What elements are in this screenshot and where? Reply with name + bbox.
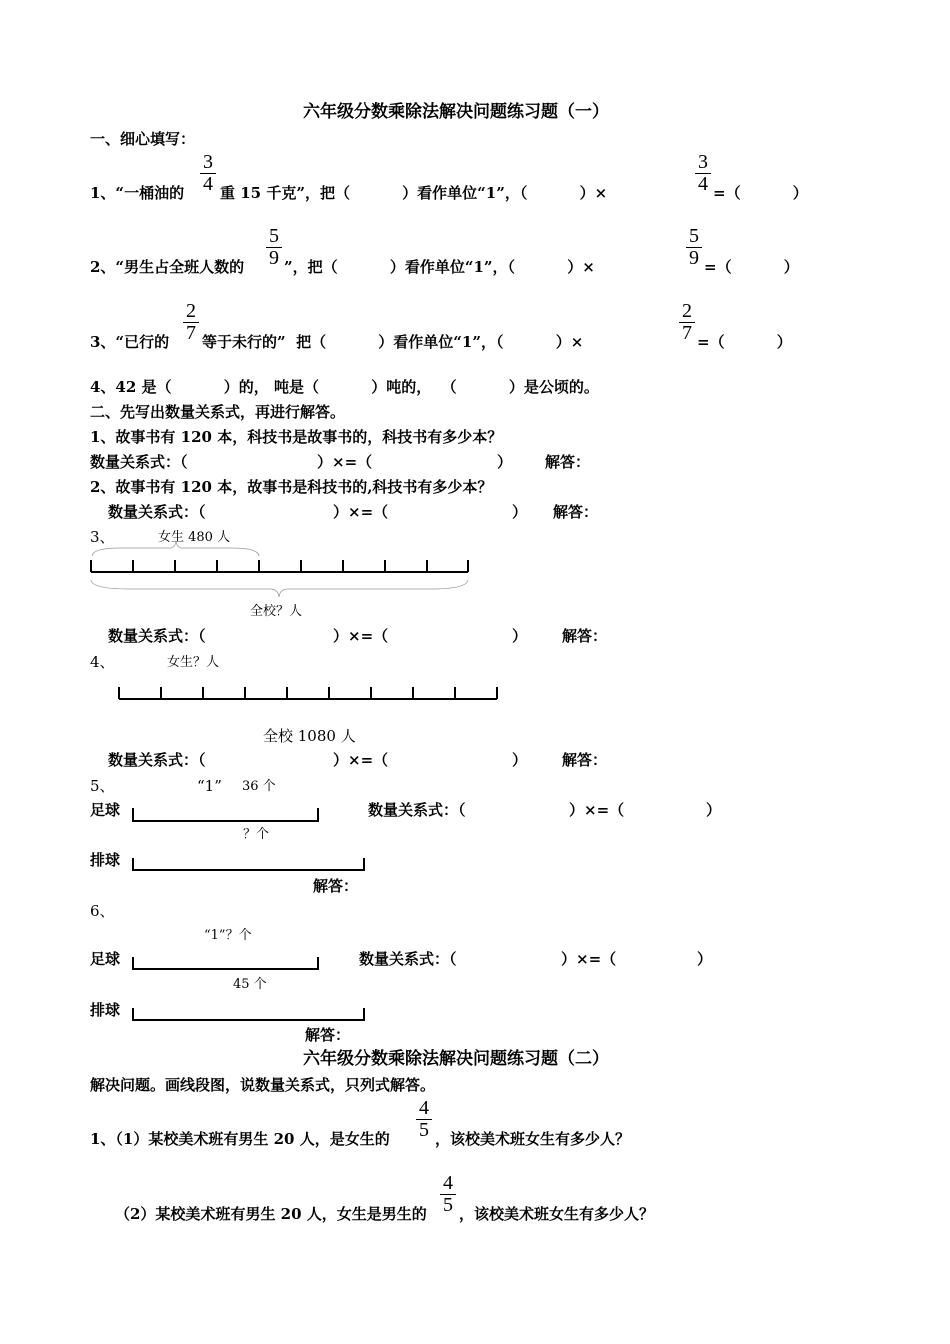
q6-soccer-segment [133,957,318,969]
s2-q4-relation-times: ）×=（ [333,751,389,769]
s2-q1-text: 1、故事书有 120 本，科技书是故事书的，科技书有多少本？ [90,428,503,446]
s2-q6-number: 6、 [90,902,115,920]
q1-end: =（ ） [713,184,808,202]
q2-end: =（ ） [704,258,799,276]
p2-q1-text: 1、（1）某校美术班有男生 20 人，是女生的 [90,1130,390,1148]
s2-q6-answer-label: 解答： [305,1026,351,1044]
q3-segment-ticks [91,560,468,572]
s2-q2-answer-label: 解答： [553,503,599,521]
s2-q4-bottom-label: 全校 1080 人 [263,727,356,745]
s2-q5-soccer-label: 足球 [90,801,121,819]
s2-q6-soccer-label: 足球 [90,950,121,968]
q1-prefix: 1、“一桶油的 [90,184,185,202]
s2-q2-relation-label: 数量关系式：（ [108,503,206,521]
s2-q4-number: 4、 [90,653,115,671]
s2-q1-relation-label: 数量关系式：（ [90,453,188,471]
s2-q2-relation-close: ） [512,503,528,521]
s2-q4-relation-label: 数量关系式：（ [108,751,206,769]
s2-q3-bottom-label: 全校？人 [250,604,303,619]
s2-q6-relation-label: 数量关系式：（ [359,950,457,968]
s2-q6-count: 45 个 [233,977,267,992]
s2-q3-relation-label: 数量关系式：（ [108,627,206,645]
p2-q2-end: ，该校美术班女生有多少人？ [459,1205,655,1223]
s2-q3-answer-label: 解答： [562,627,608,645]
s2-q6-relation-times: ）×=（ [561,950,617,968]
q5-volleyball-segment [133,858,364,870]
section-3-heading: 解决问题。画线段图，说数量关系式，只列式解答。 [90,1076,436,1094]
s2-q6-top-label: “1”？个 [204,928,252,943]
s2-q5-volleyball-label: 排球 [90,851,121,869]
fraction-q3b: $\frac{2}{7}$ [679,301,695,343]
q3-suffix: 等于未行的” 把（ ）看作单位“1”，（ ）× [202,333,584,351]
s2-q5-relation-close: ） [706,801,722,819]
fraction-q1b: $\frac{3}{4}$ [695,152,711,194]
s2-q5-answer-label: 解答： [313,877,359,895]
s2-q5-number: 5、 [90,777,115,795]
q1-suffix: 重 15 千克”，把（ ）看作单位“1”，（ ）× [220,184,608,202]
fraction-q3a: $\frac{2}{7}$ [183,301,199,343]
s2-q4-top-label: 女生？人 [167,655,220,670]
fraction-p1: $\frac{4}{5}$ [416,1098,432,1140]
q3-bottom-brace [91,580,468,597]
s2-q5-unit-one: “1” [197,777,222,795]
s2-q5-relation-times: ）×=（ [569,801,625,819]
s2-q5-relation-label: 数量关系式：（ [368,801,466,819]
s2-q3-top-label: 女生 480 人 [158,530,231,545]
p2-q2-text: （2）某校美术班有男生 20 人，女生是男生的 [115,1205,427,1223]
page-title-1: 六年级分数乘除法解决问题练习题（一） [303,102,609,122]
q4-text: 4、42 是（ ）的， 吨是（ ）吨的， （ ）是公顷的。 [90,378,599,396]
fraction-q2a: $\frac{5}{9}$ [266,226,282,268]
s2-q5-question: ？个 [243,827,270,842]
p2-q1-end: ，该校美术班女生有多少人？ [435,1130,631,1148]
s2-q1-relation-close: ） [497,453,513,471]
q3-end: =（ ） [697,333,792,351]
s2-q3-relation-times: ）×=（ [333,627,389,645]
fraction-q2b: $\frac{5}{9}$ [686,226,702,268]
s2-q1-answer-label: 解答： [545,453,591,471]
q2-prefix: 2、“男生占全班人数的 [90,258,245,276]
fraction-q1a: $\frac{3}{4}$ [200,152,216,194]
s2-q1-relation-times: ）×=（ [317,453,373,471]
s2-q6-relation-close: ） [697,950,713,968]
s2-q2-text: 2、故事书有 120 本，故事书是科技书的,科技书有多少本？ [90,478,493,496]
q6-volleyball-segment [133,1008,364,1020]
s2-q5-count: 36 个 [242,779,276,794]
s2-q4-answer-label: 解答： [562,751,608,769]
q4-segment-ticks [119,687,497,699]
section-1-heading: 一、细心填写： [90,130,196,148]
fraction-p2: $\frac{4}{5}$ [440,1173,456,1215]
q2-suffix: ”，把（ ）看作单位“1”，（ ）× [284,258,595,276]
s2-q2-relation-times: ）×=（ [333,503,389,521]
s2-q6-volleyball-label: 排球 [90,1001,121,1019]
section-2-heading: 二、先写出数量关系式，再进行解答。 [90,403,346,421]
s2-q4-relation-close: ） [512,751,528,769]
q3-top-brace [92,541,259,556]
s2-q3-number: 3、 [90,528,115,546]
q3-prefix: 3、“已行的 [90,333,170,351]
s2-q3-relation-close: ） [512,627,528,645]
page-title-2: 六年级分数乘除法解决问题练习题（二） [303,1049,609,1069]
q5-soccer-segment [133,808,318,821]
